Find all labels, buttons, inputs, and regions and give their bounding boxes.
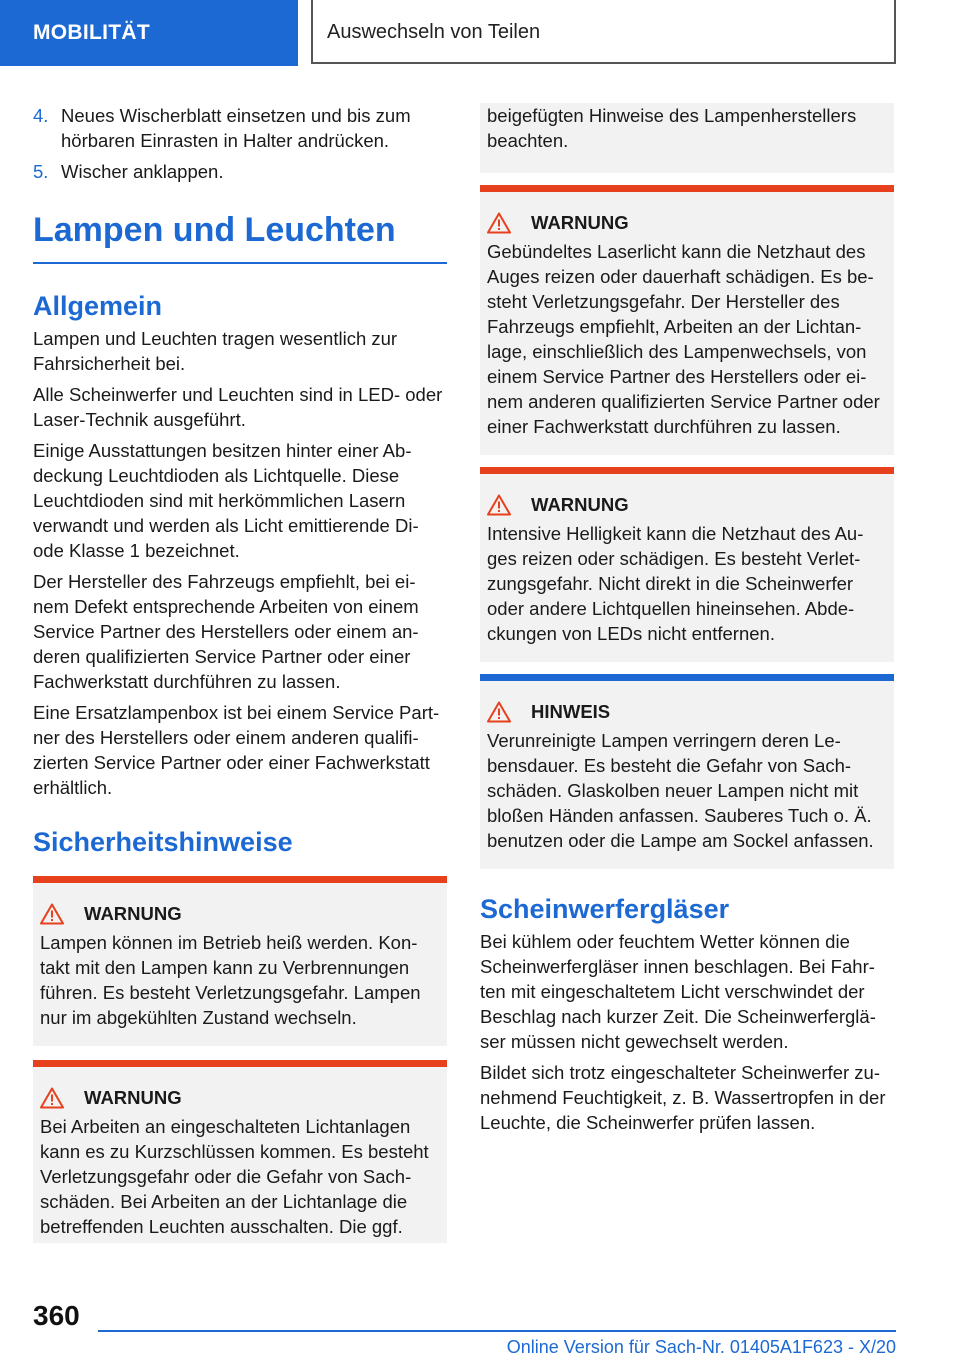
warning-title: WARNUNG	[531, 212, 629, 233]
section-tab: MOBILITÄT	[0, 0, 298, 66]
left-column	[33, 103, 447, 1243]
section-heading-allgemein: Allgemein	[33, 291, 163, 321]
paragraph: Lampen und Leuchten tragen wesentlich zur Fahrsicherheit bei.	[33, 328, 398, 374]
warning-box	[480, 185, 894, 455]
page-title: Lampen und Leuchten	[33, 210, 447, 264]
warning-title: WARNUNG	[84, 903, 182, 924]
warning-title: WARNUNG	[531, 494, 629, 515]
warning-triangle-icon	[40, 903, 64, 925]
step-item	[33, 103, 447, 153]
footer-divider	[98, 1330, 896, 1332]
warning-text: Bei Arbeiten an eingeschalteten Lichtanlagen kann es zu Kurzschlüssen kommen. Es besteht Verletzungsgefahr oder die Gefahr von Sach-schäden. Bei Arbeiten an der Lichtanlage die betreffenden Leuchten ausschalten. Die ggf.	[40, 1116, 429, 1237]
step-number: 4.	[33, 105, 49, 126]
step-item	[33, 159, 447, 184]
warning-triangle-icon	[487, 494, 511, 516]
warning-bar	[480, 467, 894, 474]
warning-bar	[33, 876, 447, 883]
paragraph: Bildet sich trotz eingeschalteter Scheinwerfer zu-nehmend Feuchtigkeit, z. B. Wassertropfen in der Leuchte, die Scheinwerfer prüfen lassen.	[480, 1062, 886, 1133]
section-heading-scheinwerfer: Scheinwerfergläser	[480, 894, 730, 924]
paragraph: Alle Scheinwerfer und Leuchten sind in LED- oder Laser-Technik ausgeführt.	[33, 384, 443, 430]
warning-box	[33, 876, 447, 1046]
warning-box	[480, 467, 894, 662]
warning-bar	[33, 1060, 447, 1067]
hint-bar	[480, 674, 894, 681]
warning-box	[33, 1060, 447, 1243]
paragraph: Eine Ersatzlampenbox ist bei einem Service Part-ner des Herstellers oder einem anderen qualifi-zierten Service Partner oder einer Fachwerkstatt erhältlich.	[33, 702, 440, 798]
warning-triangle-icon	[487, 212, 511, 234]
hint-title: HINWEIS	[531, 701, 611, 722]
warning-triangle-icon	[40, 1087, 64, 1109]
warning-text: Intensive Helligkeit kann die Netzhaut des Au-ges reizen oder schädigen. Es besteht Verlet-zungsgefahr. Nicht direkt in die Scheinwerfer oder andere Lichtquellen hineinsehen. Abde-ckungen von LEDs nicht entfernen.	[487, 523, 864, 644]
step-text: Wischer anklappen.	[61, 161, 224, 182]
page-number: 360	[33, 1300, 80, 1331]
hint-box	[480, 674, 894, 869]
section-heading-sicherheit: Sicherheitshinweise	[33, 827, 293, 857]
step-number: 5.	[33, 161, 49, 182]
hint-text: Verunreinigte Lampen verringern deren Le-bensdauer. Es besteht die Gefahr von Sach-schäden. Glaskolben neuer Lampen nicht mit bloßen Händen anfassen. Sauberes Tuch o. Ä. benutzen oder die Lampe am Sockel anfassen.	[487, 730, 874, 851]
chapter-title: Auswechseln von Teilen	[311, 0, 896, 64]
warning-bar	[480, 185, 894, 192]
paragraph: Bei kühlem oder feuchtem Wetter können die Scheinwerfergläser innen beschlagen. Bei Fahr-ten mit eingeschaltetem Licht verschwindet der Beschlag nach kurzer Zeit. Die Scheinwerferglä-ser müssen nicht gewechselt werden.	[480, 931, 876, 1052]
step-text: Neues Wischerblatt einsetzen und bis zum hörbaren Einrasten in Halter andrücken.	[61, 105, 411, 151]
warning-continuation	[480, 103, 894, 173]
warning-text: Gebündeltes Laserlicht kann die Netzhaut des Auges reizen oder dauerhaft schädigen. Es be-steht Verletzungsgefahr. Der Hersteller des Fahrzeugs empfiehlt, Arbeiten an der Lichtan-lage, einschließlich des Lampenwechsels, von einem Service Partner des Herstellers oder ei-nem anderen qualifizierten Service Partner oder einer Fachwerkstatt durchführen zu lassen.	[487, 241, 880, 437]
caution-triangle-icon	[487, 701, 511, 723]
warning-title: WARNUNG	[84, 1087, 182, 1108]
warning-text: Lampen können im Betrieb heiß werden. Kon-takt mit den Lampen kann zu Verbrennungen führen. Es besteht Verletzungsgefahr. Lampen nur im abgekühlten Zustand wechseln.	[40, 932, 421, 1028]
paragraph: Einige Ausstattungen besitzen hinter einer Ab-deckung Leuchtdioden als Lichtquelle. Diese Leuchtdioden sind mit herkömmlichen Lasern verwandt und werden als Licht emittierende Di-ode Klasse 1 bezeichnet.	[33, 440, 419, 561]
paragraph: Der Hersteller des Fahrzeugs empfiehlt, bei ei-nem Defekt entsprechende Arbeiten von einem Service Partner des Herstellers oder einem an-deren qualifizierten Service Partner oder einer Fachwerkstatt durchführen zu lassen.	[33, 571, 419, 692]
warning-continuation-text: beigefügten Hinweise des Lampenherstellers beachten.	[487, 105, 857, 151]
footer-text: Online Version für Sach-Nr. 01405A1F623 - X/20	[506, 1337, 896, 1357]
right-column	[480, 103, 894, 1141]
